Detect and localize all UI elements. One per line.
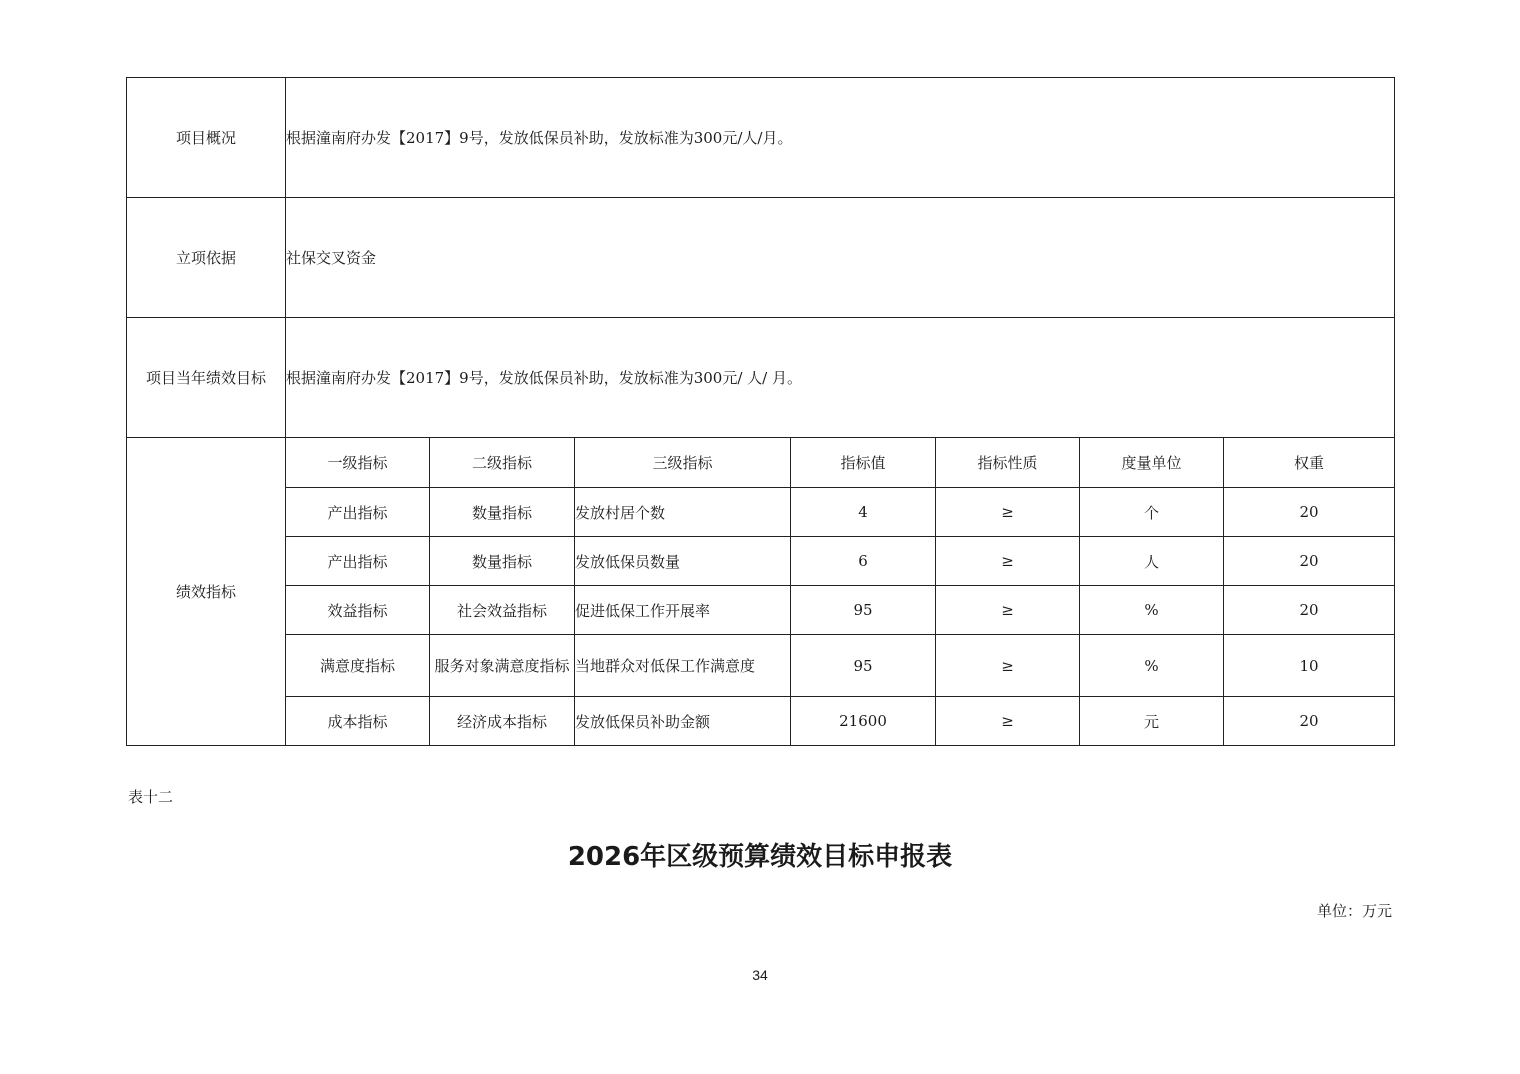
table-cell: 20 [1224, 537, 1395, 586]
header-cell: 指标性质 [936, 438, 1080, 488]
header-cell: 三级指标 [575, 438, 791, 488]
table-cell: 20 [1224, 586, 1395, 635]
table-cell: 服务对象满意度指标 [430, 635, 575, 697]
header-cell: 指标值 [791, 438, 936, 488]
table-cell: % [1080, 635, 1224, 697]
row-text: 根据潼南府办发【2017】9号，发放低保员补助，发放标准为300元/ 人/ 月。 [286, 318, 1395, 438]
table-cell: 个 [1080, 488, 1224, 537]
row-text: 根据潼南府办发【2017】9号，发放低保员补助，发放标准为300元/人/月。 [286, 78, 1395, 198]
table-cell: 促进低保工作开展率 [575, 586, 791, 635]
table-cell: 数量指标 [430, 537, 575, 586]
table-row [127, 488, 1395, 537]
table-row [127, 586, 1395, 635]
table-cell: 人 [1080, 537, 1224, 586]
table-cell: 21600 [791, 697, 936, 746]
table-row [127, 635, 1395, 697]
row-text: 社保交叉资金 [286, 198, 1395, 318]
table-row [127, 697, 1395, 746]
header-cell: 权重 [1224, 438, 1395, 488]
unit-label: 单位：万元 [1316, 902, 1392, 920]
info-row-annual-goal [127, 318, 1395, 438]
table-cell: 满意度指标 [286, 635, 430, 697]
table-cell: ≥ [936, 697, 1080, 746]
table-cell: 10 [1224, 635, 1395, 697]
table-cell: 20 [1224, 697, 1395, 746]
info-row-basis [127, 198, 1395, 318]
table-cell: 发放村居个数 [575, 488, 791, 537]
performance-target-table [126, 77, 1395, 746]
table-cell: 经济成本指标 [430, 697, 575, 746]
row-label: 项目当年绩效目标 [127, 318, 286, 438]
table-cell: 发放低保员数量 [575, 537, 791, 586]
table-cell: 产出指标 [286, 537, 430, 586]
table-cell: 20 [1224, 488, 1395, 537]
table-cell: ≥ [936, 537, 1080, 586]
info-row-overview [127, 78, 1395, 198]
table-cell: 效益指标 [286, 586, 430, 635]
table-cell: 发放低保员补助金额 [575, 697, 791, 746]
row-label: 项目概况 [127, 78, 286, 198]
table-cell: 元 [1080, 697, 1224, 746]
table-cell: ≥ [936, 586, 1080, 635]
header-cell: 一级指标 [286, 438, 430, 488]
document-title: 2026年区级预算绩效目标申报表 [567, 842, 953, 872]
indicator-header-row [127, 438, 1395, 488]
table-cell: ≥ [936, 488, 1080, 537]
table-cell: ≥ [936, 635, 1080, 697]
table-cell: 数量指标 [430, 488, 575, 537]
header-cell: 二级指标 [430, 438, 575, 488]
table-cell: 产出指标 [286, 488, 430, 537]
table-cell: 社会效益指标 [430, 586, 575, 635]
performance-indicators-label: 绩效指标 [127, 438, 286, 746]
page-number: 34 [752, 967, 768, 983]
table-cell: 成本指标 [286, 697, 430, 746]
table-cell: 95 [791, 635, 936, 697]
row-label: 立项依据 [127, 198, 286, 318]
table-cell: 6 [791, 537, 936, 586]
table-number: 表十二 [128, 788, 174, 806]
table-cell: 当地群众对低保工作满意度 [575, 635, 791, 697]
table-cell: 95 [791, 586, 936, 635]
table-row [127, 537, 1395, 586]
table-cell: 4 [791, 488, 936, 537]
table-cell: % [1080, 586, 1224, 635]
header-cell: 度量单位 [1080, 438, 1224, 488]
